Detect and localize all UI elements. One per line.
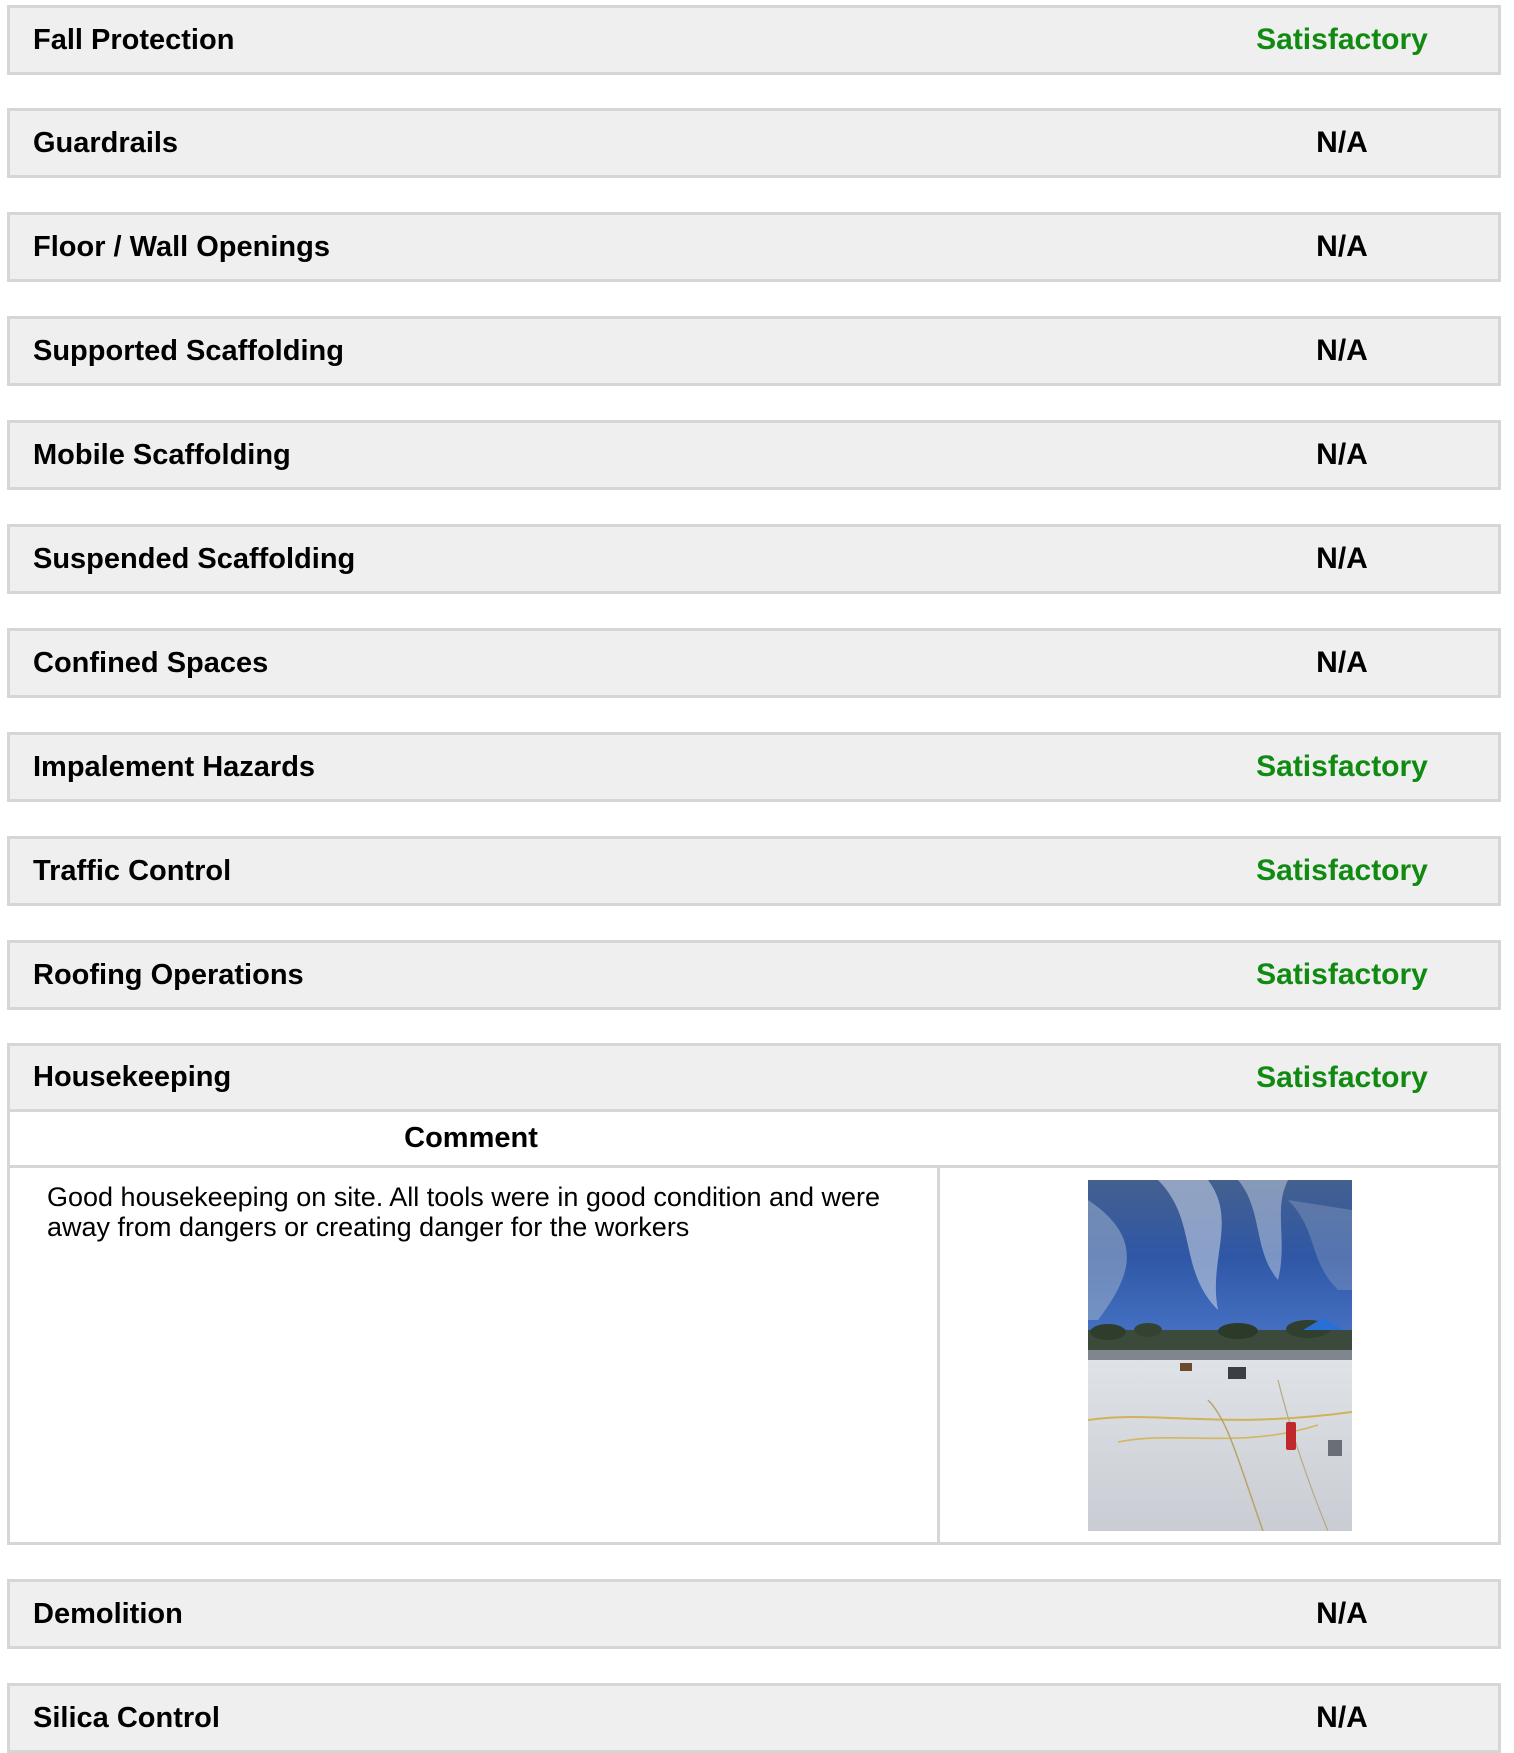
item-title: Silica Control <box>33 1701 220 1734</box>
status-label: Satisfactory <box>1256 23 1428 56</box>
checklist-item-demolition <box>7 1579 1501 1649</box>
status-label: Satisfactory <box>1256 958 1428 991</box>
status-label: N/A <box>1316 542 1368 575</box>
item-title: Demolition <box>33 1597 183 1630</box>
status-label: Satisfactory <box>1256 750 1428 783</box>
checklist-item-guardrails <box>7 108 1501 178</box>
status-label: N/A <box>1316 646 1368 679</box>
item-title: Floor / Wall Openings <box>33 230 330 263</box>
comment-header <box>10 1112 1498 1168</box>
checklist-item-silica-control <box>7 1683 1501 1753</box>
status-label: N/A <box>1316 1701 1368 1734</box>
checklist-item-suspended-scaffolding <box>7 524 1501 594</box>
checklist-item-confined-spaces <box>7 628 1501 698</box>
status-label: Satisfactory <box>1256 854 1428 887</box>
status-label: N/A <box>1316 334 1368 367</box>
comment-photo-cell <box>940 1168 1498 1542</box>
item-title: Traffic Control <box>33 854 232 887</box>
item-title: Suspended Scaffolding <box>33 542 356 575</box>
status-label: N/A <box>1316 126 1368 159</box>
checklist-item-impalement-hazards <box>7 732 1501 802</box>
checklist-item-mobile-scaffolding <box>7 420 1501 490</box>
checklist-item-roofing-operations <box>7 940 1501 1010</box>
comment-body <box>10 1168 1498 1542</box>
item-title: Confined Spaces <box>33 646 269 679</box>
checklist-item-supported-scaffolding <box>7 316 1501 386</box>
item-title: Roofing Operations <box>33 958 304 991</box>
item-title: Fall Protection <box>33 23 235 56</box>
comment-text: Good housekeeping on site. All tools were in good condition and were away from dangers or creating danger for the workers <box>10 1168 940 1542</box>
status-label: N/A <box>1316 438 1368 471</box>
checklist-item-fall-protection <box>7 5 1501 75</box>
comment-table <box>10 1109 1498 1542</box>
checklist-item-housekeeping <box>7 1043 1501 1545</box>
item-title: Impalement Hazards <box>33 750 316 783</box>
status-label: Satisfactory <box>1256 1060 1428 1094</box>
checklist-item-traffic-control <box>7 836 1501 906</box>
status-label: N/A <box>1316 1597 1368 1630</box>
item-title: Housekeeping <box>33 1061 232 1093</box>
item-title: Mobile Scaffolding <box>33 438 291 471</box>
item-title: Supported Scaffolding <box>33 334 344 367</box>
comment-header-label: Comment <box>404 1122 538 1154</box>
status-label: N/A <box>1316 230 1368 263</box>
checklist-item-floor-wall-openings <box>7 212 1501 282</box>
site-photo[interactable] <box>1088 1180 1352 1531</box>
item-title: Guardrails <box>33 126 179 159</box>
